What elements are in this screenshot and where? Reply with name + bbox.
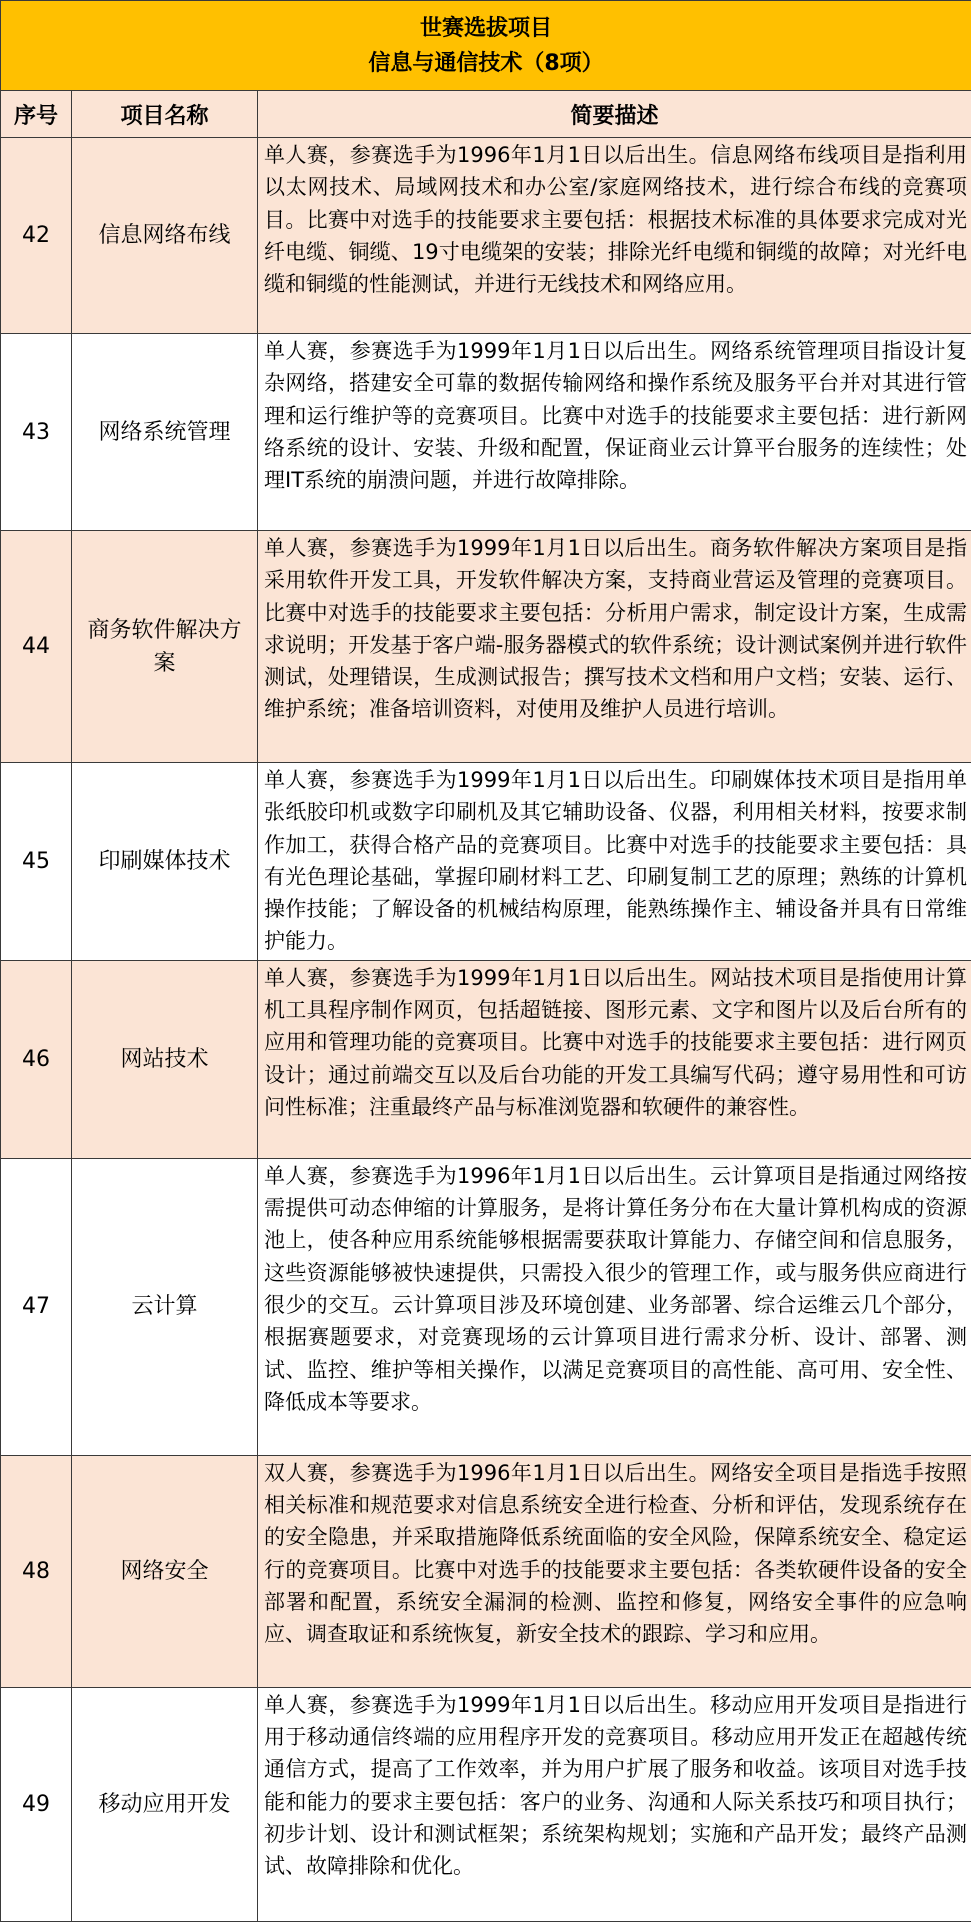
row-desc-cell: 单人赛，参赛选手为1999年1月1日以后出生。网站技术项目是指使用计算机工具程序制作网页，包括超链接、图形元素、文字和图片以及后台所有的应用和管理功能的竞赛项目。比赛中对选手的技能要求主要包括：进行网页设计；通过前端交互以及后台功能的开发工具编写代码；遵守易用性和可访问性标准；注重最终产品与标准浏览器和软硬件的兼容性。 [258, 960, 971, 1158]
row-name-cell: 云计算 [72, 1158, 258, 1455]
row-name-cell: 移动应用开发 [72, 1687, 258, 1921]
column-header-row [1, 91, 971, 138]
table-row [1, 1687, 971, 1921]
row-num-cell: 44 [1, 531, 72, 763]
table-row [1, 138, 971, 334]
row-desc-cell: 单人赛，参赛选手为1999年1月1日以后出生。网络系统管理项目指设计复杂网络，搭建安全可靠的数据传输网络和操作系统及服务平台并对其进行管理和运行维护等的竞赛项目。比赛中对选手的技能要求主要包括：进行新网络系统的设计、安装、升级和配置，保证商业云计算平台服务的连续性；处理IT系统的崩溃问题，并进行故障排除。 [258, 334, 971, 531]
table-row [1, 1455, 971, 1687]
row-num-cell: 47 [1, 1158, 72, 1455]
column-header-name: 项目名称 [72, 91, 258, 138]
row-num-cell: 45 [1, 763, 72, 961]
row-name-cell: 网络系统管理 [72, 334, 258, 531]
row-desc-cell: 单人赛，参赛选手为1996年1月1日以后出生。信息网络布线项目是指利用以太网技术、局域网技术和办公室/家庭网络技术，进行综合布线的竞赛项目。比赛中对选手的技能要求主要包括：根据技术标准的具体要求完成对光纤电缆、铜缆、19寸电缆架的安装；排除光纤电缆和铜缆的故障；对光纤电缆和铜缆的性能测试，并进行无线技术和网络应用。 [258, 138, 971, 334]
row-num-cell: 49 [1, 1687, 72, 1921]
row-desc-cell: 单人赛，参赛选手为1999年1月1日以后出生。移动应用开发项目是指进行用于移动通信终端的应用程序开发的竞赛项目。移动应用开发正在超越传统通信方式，提高了工作效率，并为用户扩展了服务和收益。该项目对选手技能和能力的要求主要包括：客户的业务、沟通和人际关系技巧和项目执行；初步计划、设计和测试框架；系统架构规划；实施和产品开发；最终产品测试、故障排除和优化。 [258, 1687, 971, 1921]
row-name-cell: 网站技术 [72, 960, 258, 1158]
row-num-cell: 48 [1, 1455, 72, 1687]
table-row [1, 960, 971, 1158]
row-desc-cell: 单人赛，参赛选手为1999年1月1日以后出生。印刷媒体技术项目是指用单张纸胶印机或数字印刷机及其它辅助设备、仪器，利用相关材料，按要求制作加工，获得合格产品的竞赛项目。比赛中对选手的技能要求主要包括：具有光色理论基础，掌握印刷材料工艺、印刷复制工艺的原理；熟练的计算机操作技能；了解设备的机械结构原理，能熟练操作主、辅设备并具有日常维护能力。 [258, 763, 971, 961]
table-title-line2: 信息与通信技术（8项） [368, 50, 604, 76]
table-row [1, 1158, 971, 1455]
table-row [1, 763, 971, 961]
title-row [1, 1, 971, 91]
table-title [1, 1, 971, 91]
row-name-cell: 信息网络布线 [72, 138, 258, 334]
table-row [1, 531, 971, 763]
row-num-cell: 43 [1, 334, 72, 531]
table-row [1, 334, 971, 531]
row-desc-cell: 单人赛，参赛选手为1996年1月1日以后出生。云计算项目是指通过网络按需提供可动态伸缩的计算服务，是将计算任务分布在大量计算机构成的资源池上，使各种应用系统能够根据需要获取计算能力、存储空间和信息服务，这些资源能够被快速提供，只需投入很少的管理工作，或与服务供应商进行很少的交互。云计算项目涉及环境创建、业务部署、综合运维云几个部分，根据赛题要求，对竞赛现场的云计算项目进行需求分析、设计、部署、测试、监控、维护等相关操作，以满足竞赛项目的高性能、高可用、安全性、降低成本等要求。 [258, 1158, 971, 1455]
row-name-cell: 网络安全 [72, 1455, 258, 1687]
row-name-cell: 印刷媒体技术 [72, 763, 258, 961]
column-header-desc: 简要描述 [258, 91, 971, 138]
row-name-cell: 商务软件解决方案 [72, 531, 258, 763]
row-num-cell: 46 [1, 960, 72, 1158]
table-title-line1: 世赛选拔项目 [420, 15, 553, 41]
row-desc-cell: 单人赛，参赛选手为1999年1月1日以后出生。商务软件解决方案项目是指采用软件开发工具，开发软件解决方案，支持商业营运及管理的竞赛项目。比赛中对选手的技能要求主要包括：分析用户需求，制定设计方案，生成需求说明；开发基于客户端-服务器模式的软件系统；设计测试案例并进行软件测试，处理错误，生成测试报告；撰写技术文档和用户文档；安装、运行、维护系统；准备培训资料，对使用及维护人员进行培训。 [258, 531, 971, 763]
row-num-cell: 42 [1, 138, 72, 334]
row-desc-cell: 双人赛，参赛选手为1996年1月1日以后出生。网络安全项目是指选手按照相关标准和规范要求对信息系统安全进行检查、分析和评估，发现系统存在的安全隐患，并采取措施降低系统面临的安全风险，保障系统安全、稳定运行的竞赛项目。比赛中对选手的技能要求主要包括：各类软硬件设备的安全部署和配置，系统安全漏洞的检测、监控和修复，网络安全事件的应急响应、调查取证和系统恢复，新安全技术的跟踪、学习和应用。 [258, 1455, 971, 1687]
column-header-num: 序号 [1, 91, 72, 138]
